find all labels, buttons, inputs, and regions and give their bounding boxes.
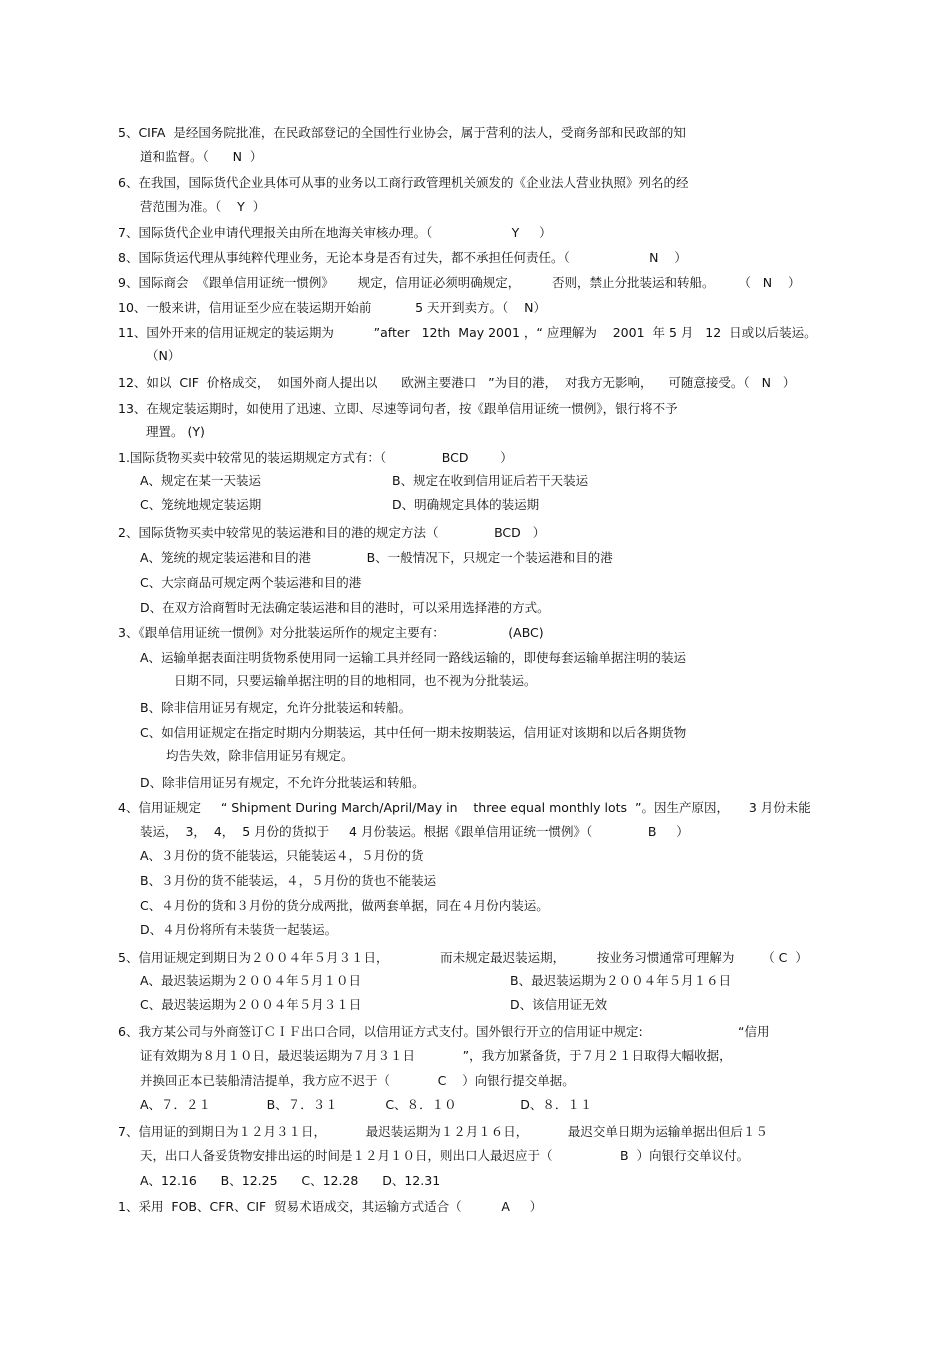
mc1-option-d: D、明确规定具体的装运期 <box>392 497 540 512</box>
mc4-option-b: B、３月份的货不能装运，４，５月份的货也不能装运 <box>140 873 437 888</box>
mc1-option-b: B、规定在收到信用证后若干天装运 <box>392 473 589 488</box>
mc6-question-line1: 6、我方某公司与外商签订ＣＩＦ出口合同，以信用证方式支付。国外银行开立的信用证中规定: “信用 <box>118 1024 770 1039</box>
mc5-option-d: D、该信用证无效 <box>510 997 608 1012</box>
mc3-option-d: D、除非信用证另有规定，不允许分批装运和转船。 <box>140 775 425 790</box>
judge-6-line2: 营范围为准。（ Y ） <box>140 199 266 214</box>
mc3-option-b: B、除非信用证另有规定，允许分批装运和转船。 <box>140 700 412 715</box>
mc2-option-c: C、大宗商品可规定两个装运港和目的港 <box>140 575 362 590</box>
mc4-option-a: A、３月份的货不能装运，只能装运４，５月份的货 <box>140 848 424 863</box>
mc3-option-a-line2: 日期不同，只要运输单据注明的目的地相同，也不视为分批装运。 <box>174 673 537 688</box>
mc-last-question: 1、采用 FOB、CFR、CIF 贸易术语成交，其运输方式适合（ A ） <box>118 1199 543 1214</box>
judge-12: 12、如以 CIF 价格成交， 如国外商人提出以 欧洲主要港口 ”为目的港， 对我方无影响， 可随意接受。（ N ） <box>118 375 796 390</box>
mc6-question-line2: 证有效期为８月１０日，最迟装运期为７月３１日 ”，我方加紧备货，于７月２１日取得大幅收据， <box>140 1048 732 1063</box>
mc6-options: A、７．２１ B、７．３１ C、８．１０ D、８．１１ <box>140 1097 593 1112</box>
mc3-question: 3、《跟单信用证统一惯例》对分批装运所作的规定主要有： (ABC) <box>118 625 544 640</box>
mc1-option-c: C、笼统地规定装运期 <box>140 497 262 512</box>
mc4-question-line1: 4、信用证规定 “ Shipment During March/April/May in three equal monthly lots ”。因生产原因， 3 月份未能 <box>118 800 811 815</box>
mc1-question: 1.国际货物买卖中较常见的装运期规定方式有：（ BCD ） <box>118 450 513 465</box>
mc2-options-ab: A、笼统的规定装运港和目的港 B、一般情况下，只规定一个装运港和目的港 <box>140 550 613 565</box>
judge-5-line2: 道和监督。（ N ） <box>140 149 263 164</box>
judge-11-line1: 11、国外开来的信用证规定的装运期为 ”after 12th May 2001 ，“ 应理解为 2001 年 5 月 12 日或以后装运。 <box>118 325 817 340</box>
mc3-option-c-line1: C、如信用证规定在指定时期内分期装运，其中任何一期未按期装运，信用证对该期和以后各期货物 <box>140 725 687 740</box>
mc4-option-c: C、４月份的货和３月份的货分成两批，做两套单据，同在４月份内装运。 <box>140 898 549 913</box>
mc5-option-c: C、最迟装运期为２００４年５月３１日 <box>140 997 362 1012</box>
judge-5-line1: 5、CIFA 是经国务院批准，在民政部登记的全国性行业协会，属于营利的法人，受商务部和民政部的知 <box>118 125 686 140</box>
judge-11-line2: （N） <box>146 348 181 363</box>
judge-6-line1: 6、在我国，国际货代企业具体可从事的业务以工商行政管理机关颁发的《企业法人营业执照》列名的经 <box>118 175 689 190</box>
mc3-option-a-line1: A、运输单据表面注明货物系使用同一运输工具并经同一路线运输的，即使每套运输单据注明的装运 <box>140 650 687 665</box>
mc3-option-c-line2: 均告失效，除非信用证另有规定。 <box>166 748 354 763</box>
mc7-question-line2: 天，出口人备妥货物安排出运的时间是１２月１０日，则出口人最迟应于（ B ）向银行交单议付。 <box>140 1148 750 1163</box>
mc4-question-line2: 装运， 3， 4， 5 月份的货拟于 4 月份装运。根据《跟单信用证统一惯例》（ B ） <box>140 824 689 839</box>
mc2-option-d: D、在双方洽商暂时无法确定装运港和目的港时，可以采用选择港的方式。 <box>140 600 550 615</box>
mc7-question-line1: 7、信用证的到期日为１２月３１日， 最迟装运期为１２月１６日， 最迟交单日期为运输单据出但后１５ <box>118 1124 768 1139</box>
judge-13-line1: 13、在规定装运期时，如使用了迅速、立即、尽速等词句者，按《跟单信用证统一惯例》，银行将不予 <box>118 401 678 416</box>
judge-7: 7、国际货代企业申请代理报关由所在地海关审核办理。（ Y ） <box>118 225 552 240</box>
judge-8: 8、国际货运代理从事纯粹代理业务，无论本身是否有过失，都不承担任何责任。（ N ） <box>118 250 687 265</box>
mc4-option-d: D、４月份将所有未装货一起装运。 <box>140 922 338 937</box>
judge-9: 9、国际商会 《跟单信用证统一惯例》 规定，信用证必须明确规定， 否则，禁止分批装运和转船。 （ N ） <box>118 275 801 290</box>
mc6-question-line3: 并换回正本已装船清洁提单，我方应不迟于（ C ）向银行提交单据。 <box>140 1073 575 1088</box>
mc5-question: 5、信用证规定到期日为２００４年５月３１日， 而未规定最迟装运期， 按业务习惯通常可理解为 （ C ） <box>118 950 808 965</box>
mc2-question: 2、国际货物买卖中较常见的装运港和目的港的规定方法（ BCD ） <box>118 525 546 540</box>
mc7-options: A、12.16 B、12.25 C、12.28 D、12.31 <box>140 1173 441 1188</box>
mc1-option-a: A、规定在某一天装运 <box>140 473 262 488</box>
judge-10: 10、一般来讲，信用证至少应在装运期开始前 5 天开到卖方。（ N） <box>118 300 547 315</box>
mc5-option-a: A、最迟装运期为２００４年５月１０日 <box>140 973 362 988</box>
mc5-option-b: B、最迟装运期为２００４年５月１６日 <box>510 973 732 988</box>
judge-13-line2: 理置。 (Y) <box>146 424 205 439</box>
